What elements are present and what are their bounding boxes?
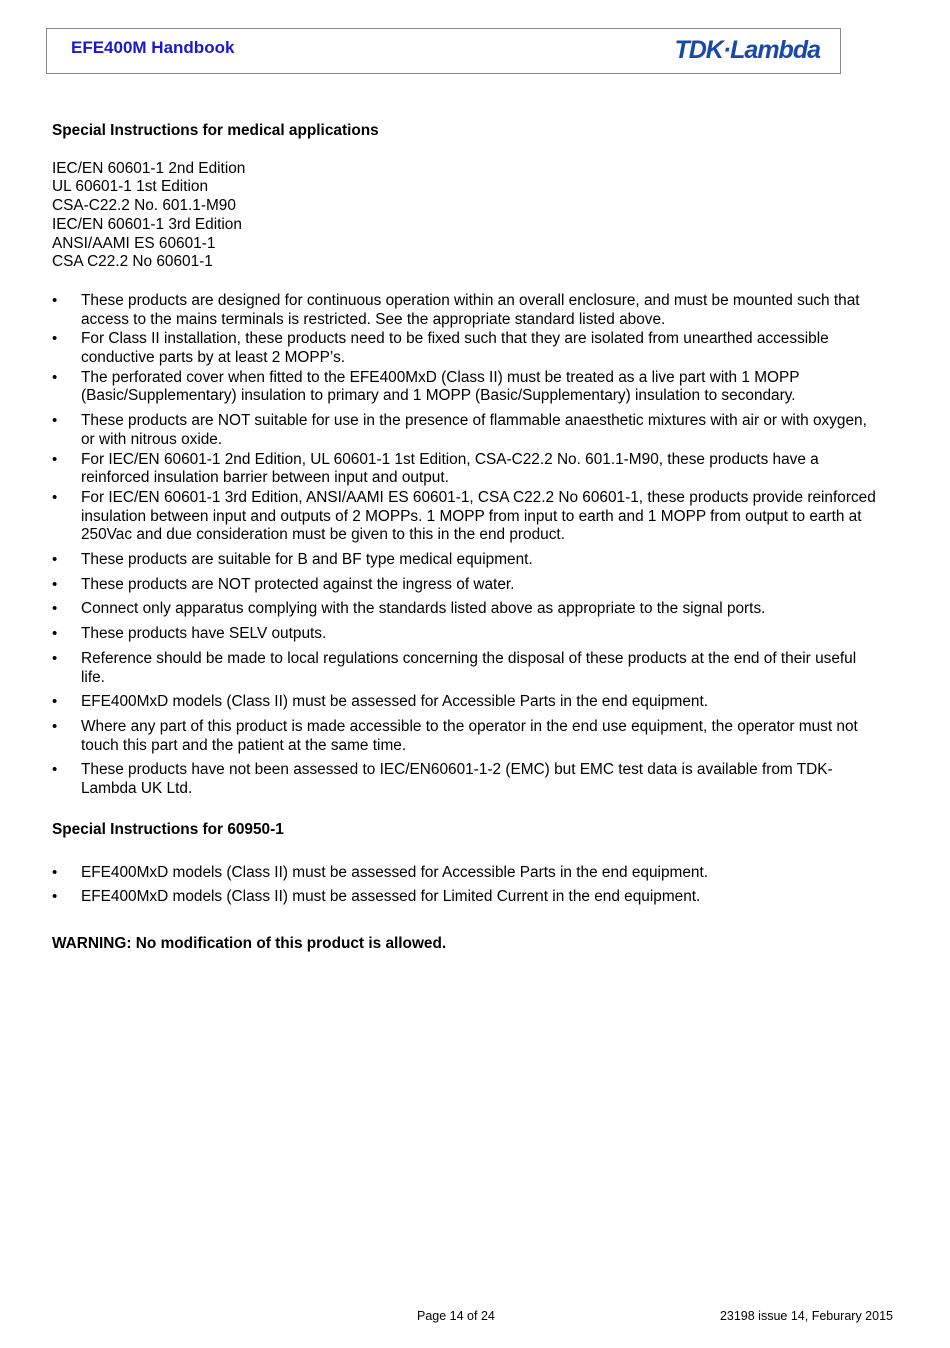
list-item: • EFE400MxD models (Class II) must be assessed for Accessible Parts in the end equipment. — [52, 864, 882, 883]
list-item: • For IEC/EN 60601-1 3rd Edition, ANSI/AAMI ES 60601-1, CSA C22.2 No 60601-1, these products provide reinforced insulation between input and outputs of 2 MOPPs. 1 MOPP from input to earth and 1 MOPP from output to earth at 250Vac and due consideration must be given to this in the end product. — [52, 489, 882, 545]
standard-item: UL 60601-1 1st Edition — [52, 178, 209, 196]
section-heading-60950: Special Instructions for 60950-1 — [52, 820, 284, 838]
page-header — [46, 28, 841, 74]
list-item: • These products are designed for continuous operation within an overall enclosure, and must be mounted such that access to the mains terminals is restricted. See the appropriate standard listed above. — [52, 292, 882, 329]
list-item: • These products are NOT suitable for use in the presence of flammable anaesthetic mixtures with air or with oxygen, or with nitrous oxide. — [52, 412, 882, 449]
list-item: • Connect only apparatus complying with the standards listed above as appropriate to the signal ports. — [52, 600, 882, 619]
list-item: • Where any part of this product is made accessible to the operator in the end use equipment, the operator must not touch this part and the patient at the same time. — [52, 718, 882, 755]
page-number: Page 14 of 24 — [417, 1309, 495, 1323]
handbook-title: EFE400M Handbook — [71, 38, 235, 57]
standard-item: IEC/EN 60601-1 3rd Edition — [52, 215, 242, 233]
list-item: • These products are suitable for B and BF type medical equipment. — [52, 551, 882, 570]
list-item: • These products have not been assessed to IEC/EN60601-1-2 (EMC) but EMC test data is available from TDK-Lambda UK Ltd. — [52, 761, 882, 798]
standard-item: IEC/EN 60601-1 2nd Edition — [52, 159, 246, 177]
document-body — [52, 122, 882, 969]
section-heading-medical: Special Instructions for medical applications — [52, 122, 379, 139]
list-item: • EFE400MxD models (Class II) must be assessed for Limited Current in the end equipment. — [52, 888, 882, 907]
60950-instructions-list — [52, 864, 882, 907]
standard-item: ANSI/AAMI ES 60601-1 — [52, 234, 216, 252]
list-item: • The perforated cover when fitted to the EFE400MxD (Class II) must be treated as a live part with 1 MOPP (Basic/Supplementary) insulation to primary and 1 MOPP (Basic/Supplementary) insulation to secondary. — [52, 369, 882, 406]
list-item: • For IEC/EN 60601-1 2nd Edition, UL 60601-1 1st Edition, CSA-C22.2 No. 601.1-M90, these products have a reinforced insulation barrier between input and output. — [52, 451, 882, 488]
medical-instructions-list — [52, 292, 882, 799]
list-item: • These products are NOT protected against the ingress of water. — [52, 576, 882, 595]
standard-item: CSA-C22.2 No. 601.1-M90 — [52, 197, 236, 215]
document-issue: 23198 issue 14, Feburary 2015 — [719, 1309, 893, 1323]
tdk-lambda-logo: TDK·Lambda — [674, 36, 820, 64]
warning-text: WARNING: No modification of this product is allowed. — [52, 934, 447, 952]
list-item: • For Class II installation, these products need to be fixed such that they are isolated from unearthed accessible conductive parts by at least 2 MOPP’s. — [52, 330, 882, 367]
list-item: • These products have SELV outputs. — [52, 625, 882, 644]
list-item: • Reference should be made to local regulations concerning the disposal of these products at the end of their useful life. — [52, 650, 882, 687]
standard-item: CSA C22.2 No 60601-1 — [52, 253, 213, 271]
standards-list — [52, 160, 882, 272]
list-item: • EFE400MxD models (Class II) must be assessed for Accessible Parts in the end equipment. — [52, 693, 882, 712]
